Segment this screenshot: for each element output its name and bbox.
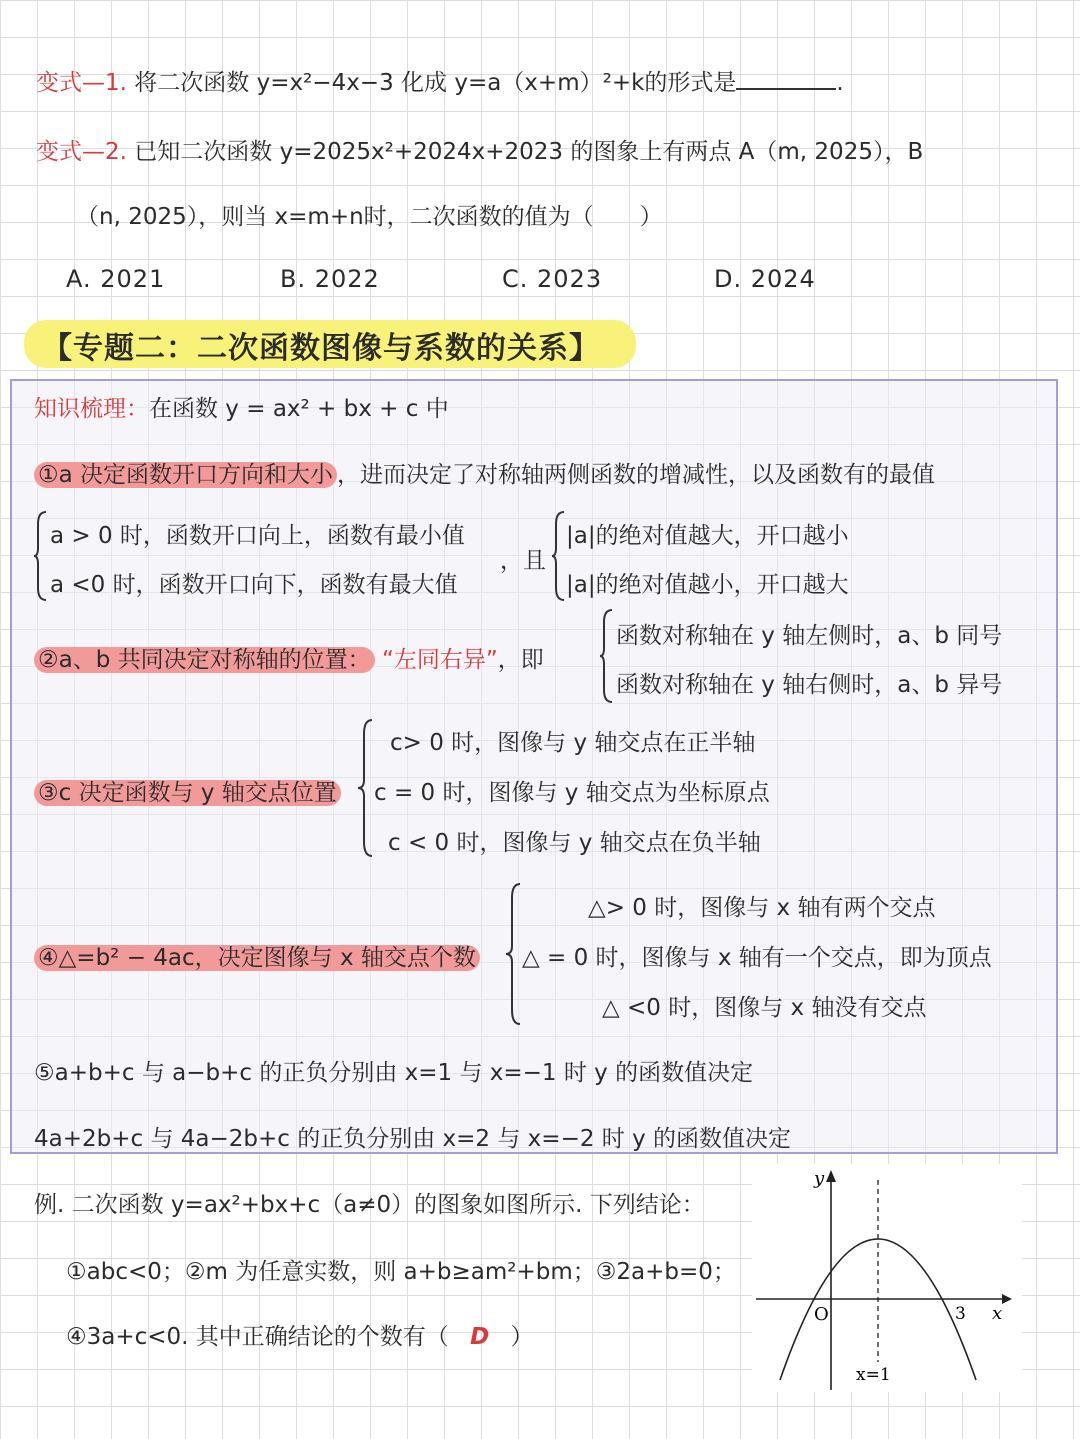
brace-4	[506, 882, 522, 1026]
variant-2-line-1	[36, 133, 923, 166]
y-axis-arrow-icon	[826, 1170, 836, 1182]
option-d: D. 2024	[714, 265, 816, 293]
point-1-c: |a|的绝对值越大，开口越小	[566, 523, 849, 549]
point-3-b: c = 0 时，图像与 y 轴交点为坐标原点	[374, 780, 770, 806]
example-line-3	[66, 1318, 534, 1351]
point-2-head: ②a、b 共同决定对称轴的位置：	[34, 647, 375, 673]
y-axis-label: y	[814, 1168, 825, 1189]
point-1-b: a <0 时，函数开口向下，函数有最大值	[50, 572, 458, 598]
point-3-c: c < 0 时，图像与 y 轴交点在负半轴	[388, 830, 761, 856]
point-4-line	[34, 939, 480, 972]
symmetry-axis-label: x=1	[856, 1365, 891, 1385]
example-line-3-close: ）	[510, 1324, 534, 1350]
variant-1-text: 将二次函数 y=x²−4x−3 化成 y=a（x+m）²+k的形式是	[134, 70, 737, 96]
variant-2-label: 变式—2.	[36, 139, 127, 165]
option-c: C. 2023	[502, 265, 603, 293]
variant-1-label: 变式—1.	[36, 70, 127, 96]
point-1-a: a > 0 时，函数开口向上，函数有最小值	[50, 523, 465, 549]
point-4-head: ④△=b² − 4ac，决定图像与 x 轴交点个数	[34, 945, 480, 971]
variant-1	[36, 64, 844, 97]
point-1-and: ，且	[500, 548, 546, 574]
knowledge-box	[10, 379, 1058, 1154]
knowledge-label: 知识梳理：	[34, 396, 149, 422]
example-line-1: 例. 二次函数 y=ax²+bx+c（a≠0）的图象如图所示. 下列结论：	[34, 1192, 705, 1218]
point-1-head: ①a 决定函数开口方向和大小	[34, 462, 337, 488]
knowledge-intro-text: 在函数 y = ax² + bx + c 中	[149, 396, 449, 422]
point-2-a: 函数对称轴在 y 轴左侧时，a、b 同号	[616, 623, 1003, 649]
example-line-2: ①abc<0；②m 为任意实数，则 a+b≥am²+bm；③2a+b=0；	[66, 1259, 736, 1285]
example-answer: D	[470, 1324, 490, 1350]
origin-label: O	[814, 1304, 829, 1325]
point-4-c: △ <0 时，图像与 x 轴没有交点	[602, 995, 927, 1021]
x-axis-label: x	[992, 1303, 1003, 1324]
brace-1b	[552, 510, 566, 602]
brace-3	[358, 718, 374, 858]
brace-2	[600, 608, 614, 704]
point-2-b: 函数对称轴在 y 轴右侧时，a、b 异号	[616, 672, 1003, 698]
point-1-tail: ，进而决定了对称轴两侧函数的增减性，以及函数有的最值	[337, 462, 936, 488]
graph-svg	[752, 1164, 1022, 1392]
point-5-line-1: ⑤a+b+c 与 a−b+c 的正负分别由 x=1 与 x=−1 时 y 的函数值决定	[34, 1060, 754, 1086]
variant-1-end: .	[836, 70, 844, 96]
point-4-a: △> 0 时，图像与 x 轴有两个交点	[588, 895, 936, 921]
point-4-b: △ = 0 时，图像与 x 轴有一个交点，即为顶点	[522, 945, 992, 971]
brace-1	[34, 510, 48, 602]
x-axis-arrow-icon	[1002, 1294, 1012, 1304]
parabola-graph	[752, 1164, 1022, 1392]
root-label: 3	[955, 1304, 966, 1324]
point-2-quote: “左同右异”	[381, 647, 498, 673]
topic-title: 【专题二：二次函数图像与系数的关系】	[42, 331, 600, 366]
example-line-3-text: ④3a+c<0. 其中正确结论的个数有（	[66, 1324, 449, 1350]
point-3-line	[34, 774, 341, 807]
point-3-head: ③c 决定函数与 y 轴交点位置	[34, 780, 341, 806]
point-3-a: c> 0 时，图像与 y 轴交点在正半轴	[390, 730, 756, 756]
knowledge-intro	[34, 390, 449, 423]
answer-blank	[736, 70, 836, 90]
point-1-line	[34, 456, 935, 489]
option-b: B. 2022	[280, 265, 380, 293]
point-2-line	[34, 641, 544, 674]
variant-2-line-2: （n, 2025），则当 x=m+n时，二次函数的值为（ ）	[76, 204, 663, 230]
point-1-d: |a|的绝对值越小，开口越大	[566, 572, 849, 598]
variant-2-text: 已知二次函数 y=2025x²+2024x+2023 的图象上有两点 A（m, 2025），B	[134, 139, 924, 165]
point-2-ji: ，即	[497, 647, 544, 673]
option-a: A. 2021	[66, 265, 166, 293]
point-5-line-2: 4a+2b+c 与 4a−2b+c 的正负分别由 x=2 与 x=−2 时 y 的函数值决定	[34, 1126, 792, 1152]
